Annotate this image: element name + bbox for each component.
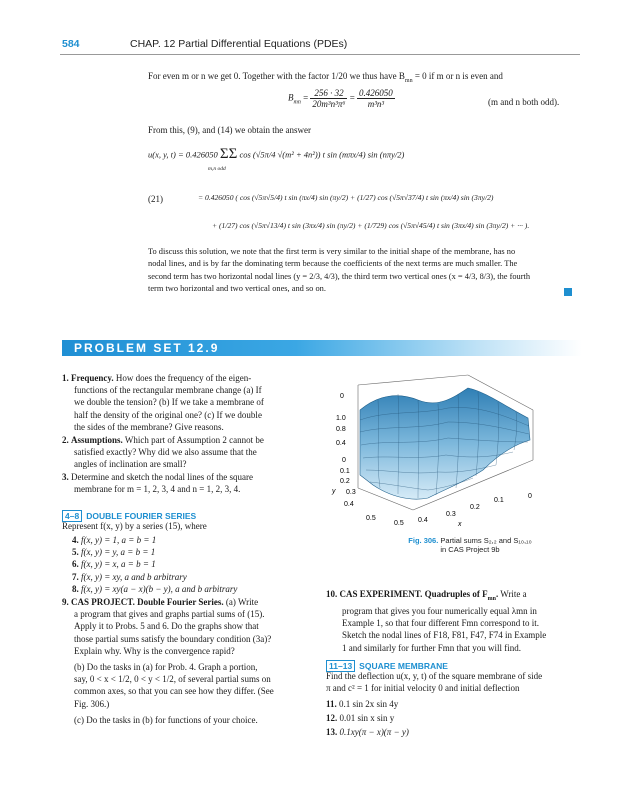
- bmn-formula: $B_{mn}$ = $\frac{256 \cdot 32}{\text{20m³n³π⁶}}$ = $\frac{0.426050}{\text{m³n³}}$: [288, 88, 393, 109]
- x-tick: 0.2: [470, 504, 480, 511]
- end-of-example-icon: [564, 288, 572, 296]
- section-11-13-intro: Find the deflection u(x, y, t) of the square membrane of side π and c² = 1 for initial velocity 0 and initial deflection: [326, 671, 543, 694]
- section-4-8-heading: 4–8 DOUBLE FOURIER SERIES: [62, 506, 196, 524]
- y-tick: 0.3: [346, 489, 356, 496]
- x-tick: 0.5: [394, 520, 404, 527]
- problem-10: 10. CAS EXPERIMENT. Quadruples of $F_{mn}$. Write a program that gives you four numerically equal λmn in Example 1, so that four different Fmn correspond to it. Sketch the nodal lines of F18, F81, F47, F74 in Example 1 and similarly for further Fmn that you will find.: [326, 589, 547, 653]
- items-4-8: [72, 534, 237, 595]
- problem-9: 9. CAS PROJECT. Double Fourier Series. (a) Write a program that gives and graphs partial sums of (15). Apply it to Probs. 5 and 6. Do the graphs show that those partial sums satisfy the boundary condition (3a)? Explain why. Why is the convergence rapid? (b) Do the tasks in (a) for Prob. 4. Graph a portion, say, 0 < x < 1/2, 0 < y < 1/2, of several partial sums on common axes, so that you can see how they differ. (See Fig. 306.) (c) Do the tasks in (b) for functions of your choice.: [62, 597, 274, 725]
- list-item: 5. f(x, y) = y, a = b = 1: [72, 547, 156, 558]
- z-tick: 0: [342, 457, 346, 464]
- figure-306-caption: Fig. 306. Partial sums S₂,₂ and S₁₀,₁₀ in CAS Project 9b: [408, 536, 532, 554]
- chapter-title: CHAP. 12 Partial Differential Equations (PDEs): [130, 38, 348, 50]
- z-tick: 0.4: [336, 440, 346, 447]
- list-item: 13. 0.1xy(π − x)(π − y): [326, 727, 409, 738]
- section-4-8-intro: Represent f(x, y) by a series (15), where: [62, 521, 207, 531]
- intro-line-1: For even m or n we get 0. Together with the factor 1/20 we thus have $B_{mn} = 0$ if m or n is even and: [148, 71, 503, 84]
- intro-line-2: From this, (9), and (14) we obtain the answer: [148, 125, 311, 135]
- partial-sum-surface: [360, 388, 530, 499]
- answer-equation: u(x, y, t) = 0.426050 ΣΣ cos (√5π/4 √(m² + 4n²)) t sin (mπx/4) sin (nπy/2): [148, 146, 405, 162]
- z-tick: 0.8: [336, 426, 346, 433]
- x-axis-label: x: [458, 521, 462, 528]
- bmn-note: (m and n both odd).: [488, 97, 560, 107]
- x-tick: 0: [528, 493, 532, 500]
- y-tick: 0.5: [366, 515, 376, 522]
- y-tick: 0.4: [344, 501, 354, 508]
- z-tick: 0: [340, 393, 344, 400]
- problem-set-title: PROBLEM SET 12.9: [74, 341, 220, 355]
- problem-3: 3. Determine and sketch the nodal lines of the square membrane for m = 1, 2, 3, 4 and n = 1, 2, 3, 4.: [62, 472, 253, 495]
- equation-label-21: (21): [148, 194, 163, 204]
- discussion-paragraph: To discuss this solution, we note that the first term is very similar to the initial shape of the membrane, has no nodal lines, and is by far the dominating term because the coefficients of the next terms are much smaller. The second term has two horizontal nodal lines (y = 2/3, 4/3), the third term two vertical ones (x = 4/3, 8/3), the fourth term two horizontal and two vertical ones, and so on.: [148, 247, 531, 293]
- problem-1: 1. Frequency. How does the frequency of the eigen- functions of the rectangular membrane change (a) If we double the tension? (b) If we take a membrane of half the density of the original one? (c) If we double the sides of the membrane? Give reasons.: [62, 373, 264, 432]
- list-item: 7. f(x, y) = xy, a and b arbitrary: [72, 571, 187, 582]
- list-item: 11. 0.1 sin 2x sin 4y: [326, 699, 399, 709]
- list-item: 6. f(x, y) = x, a = b = 1: [72, 559, 156, 570]
- x-tick: 0.1: [494, 497, 504, 504]
- header-rule: [60, 54, 580, 55]
- y-tick: 0.1: [340, 468, 350, 475]
- sum-subscript: m,n odd: [208, 166, 226, 172]
- equation-21-row-2: + (1/27) cos (√5π√13/4) t sin (3πx/4) sin (πy/2) + (1/729) cos (√5π√45/4) t sin (3πx/4) sin (3πy/2) + ··· ).: [212, 221, 530, 230]
- problem-2: 2. Assumptions. Which part of Assumption 2 cannot be satisfied exactly? Why did we also assume that the angles of inclination are small?: [62, 435, 264, 470]
- x-tick: 0.3: [446, 511, 456, 518]
- z-tick: 1.0: [336, 415, 346, 422]
- list-item: 8. f(x, y) = xy(a − x)(b − y), a and b arbitrary: [72, 583, 238, 594]
- figure-306-surface-plot: [318, 370, 580, 530]
- y-tick: 0.2: [340, 478, 350, 485]
- equation-21-row-1: = 0.426050 ( cos (√5π√5/4) t sin (πx/4) sin (πy/2) + (1/27) cos (√5π√37/4) t sin (πx/4) sin (3πy/2): [198, 193, 494, 202]
- list-item: 4. f(x, y) = 1, a = b = 1: [72, 535, 157, 545]
- problem-set-banner: [62, 340, 582, 356]
- section-11-13-heading: 11–13 SQUARE MEMBRANE: [326, 656, 448, 674]
- y-axis-label: y: [332, 488, 336, 495]
- x-tick: 0.4: [418, 517, 428, 524]
- items-11-13: [326, 698, 409, 739]
- page-number: 584: [62, 38, 80, 50]
- list-item: 12. 0.01 sin x sin y: [326, 713, 395, 724]
